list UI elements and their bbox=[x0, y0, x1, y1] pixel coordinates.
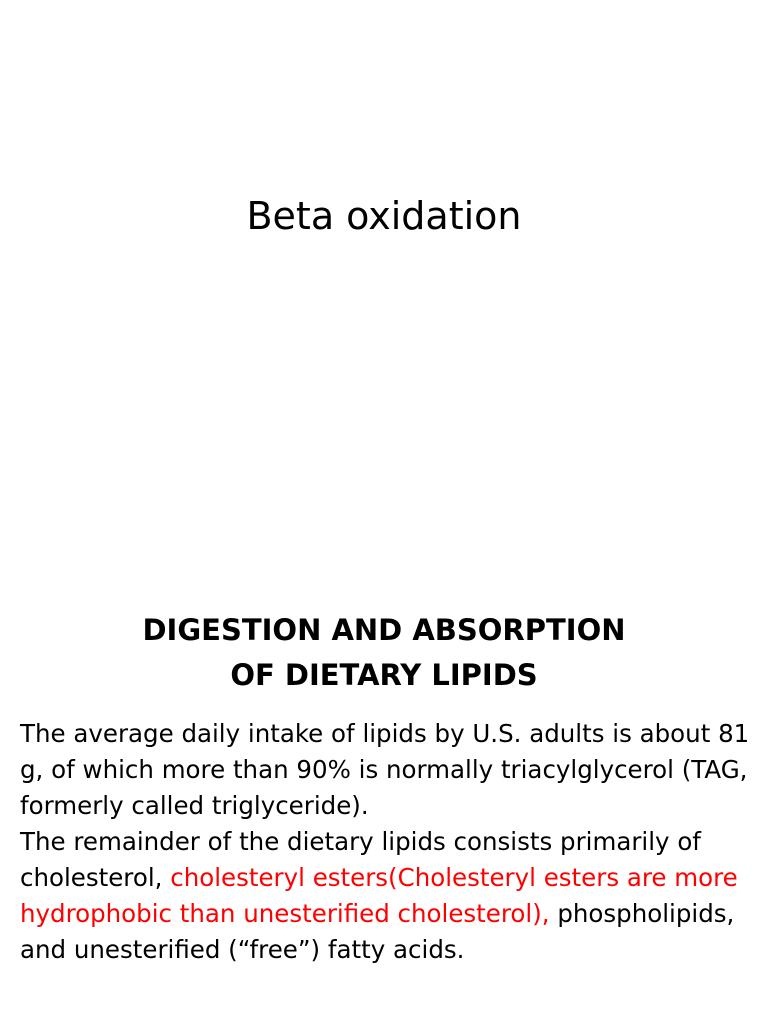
paragraph-dietary-lipids bbox=[20, 824, 750, 968]
paragraph-dietary-lipids-end: phospholipids, and unesterified (“free”) fatty acids. bbox=[20, 899, 735, 964]
section-heading-line-2: OF DIETARY LIPIDS bbox=[230, 658, 538, 692]
cholesteryl-esters-highlight: cholesteryl esters(Cholesteryl esters are more hydrophobic than unesterified cholesterol), bbox=[20, 863, 738, 928]
body-text bbox=[20, 716, 750, 968]
paragraph-dietary-lipids-start: The remainder of the dietary lipids consists primarily of cholesterol, bbox=[20, 827, 701, 892]
slide-title: Beta oxidation bbox=[246, 194, 522, 238]
paragraph-lipid-intake: The average daily intake of lipids by U.S. adults is about 81 g, of which more than 90% is normally triacylglycerol (TAG, formerly called triglyceride). bbox=[20, 719, 750, 820]
section-heading-line-1: DIGESTION AND ABSORPTION bbox=[142, 613, 626, 647]
section-heading bbox=[40, 608, 728, 698]
